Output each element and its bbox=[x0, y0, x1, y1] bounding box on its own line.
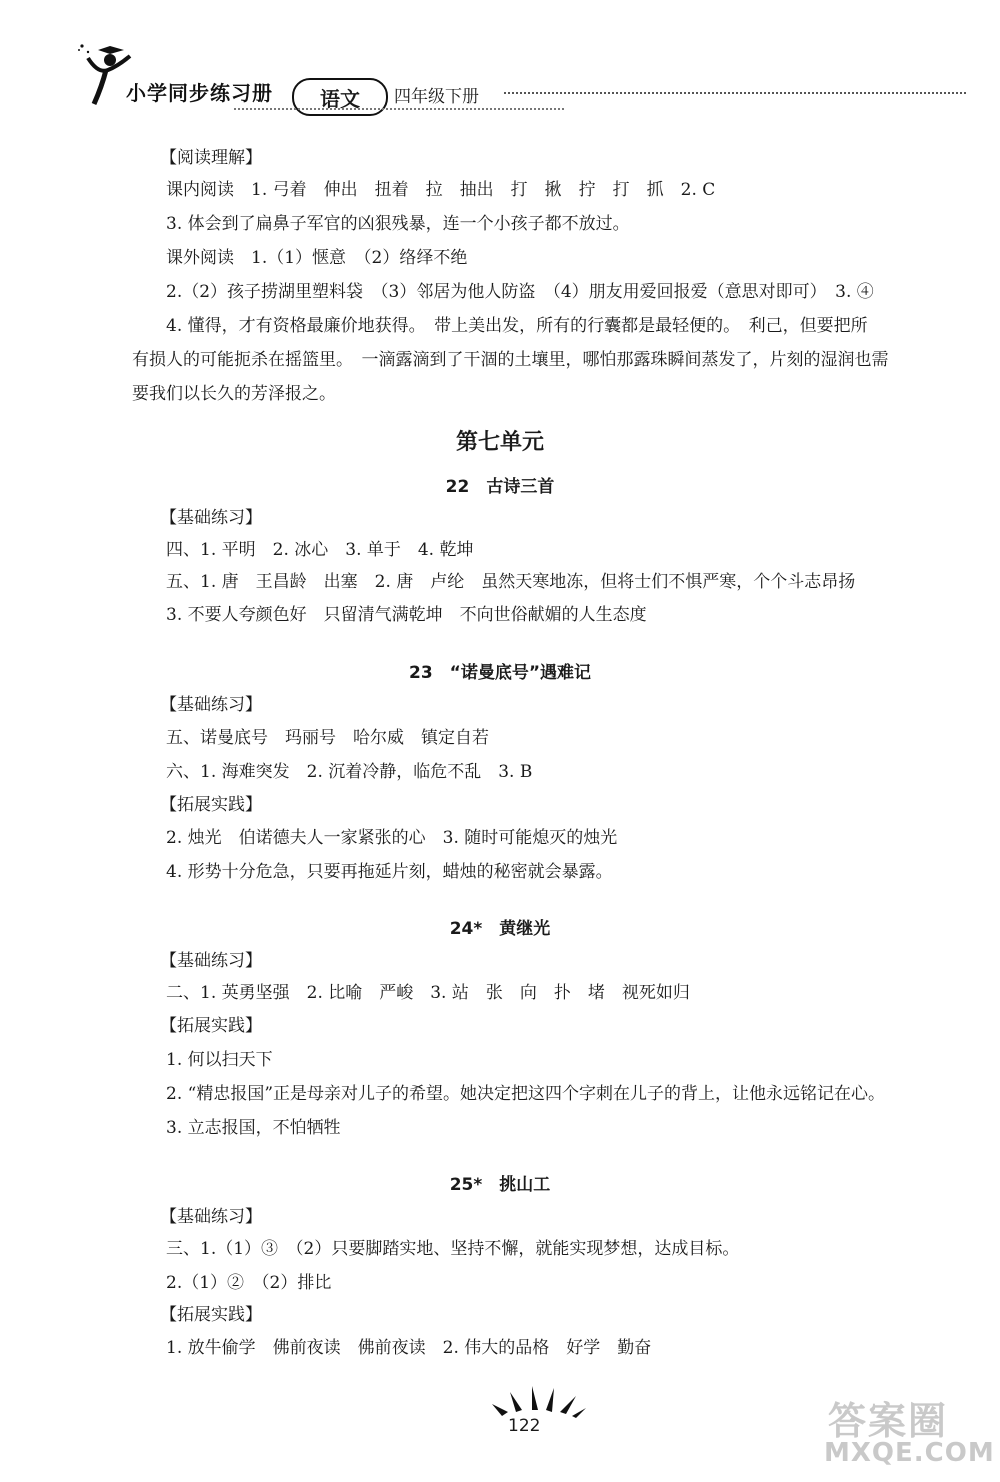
answer-line: 1. 何以扫天下 bbox=[166, 1050, 273, 1070]
lesson-title: 23 “诺曼底号”遇难记 bbox=[408, 663, 591, 683]
answer-line: 2.（1）② （2）排比 bbox=[166, 1273, 332, 1293]
answer-line: 课内阅读 1. 弓着 伸出 扭着 拉 抽出 打 揪 拧 打 抓 2. C bbox=[166, 180, 716, 200]
header-dotted-rule bbox=[504, 92, 966, 94]
answer-line: 2.（2）孩子捞湖里塑料袋 （3）邻居为他人防盗 （4）朋友用爱回报爱（意思对即可） 3. ④ bbox=[166, 282, 874, 302]
section-heading-basic: 【基础练习】 bbox=[160, 695, 262, 715]
section-heading-extension: 【拓展实践】 bbox=[160, 795, 262, 815]
answer-line: 2. “精忠报国”正是母亲对儿子的希望。她决定把这四个字刺在儿子的背上，让他永远铭记在心。 bbox=[166, 1084, 886, 1104]
answer-line: 3. 不要人夸颜色好 只留清气满乾坤 不向世俗献媚的人生态度 bbox=[166, 605, 647, 625]
grade-label: 四年级下册 bbox=[394, 87, 479, 107]
answer-line: 4. 形势十分危急，只要再拖延片刻，蜡烛的秘密就会暴露。 bbox=[166, 862, 613, 882]
answer-line: 3. 立志报国，不怕牺牲 bbox=[166, 1118, 341, 1138]
answer-line: 四、1. 平明 2. 冰心 3. 单于 4. 乾坤 bbox=[166, 540, 474, 560]
answer-line: 有损人的可能扼杀在摇篮里。 一滴露滴到了干涸的土壤里，哪怕那露珠瞬间蒸发了，片刻的湿润也需 bbox=[132, 350, 889, 370]
answer-line: 要我们以长久的芳泽报之。 bbox=[132, 384, 336, 404]
answer-line: 2. 烛光 伯诺德夫人一家紧张的心 3. 随时可能熄灭的烛光 bbox=[166, 828, 618, 848]
brand-title: 小学同步练习册 bbox=[126, 80, 273, 105]
page-number-area bbox=[488, 1380, 588, 1440]
unit-title: 第七单元 bbox=[455, 430, 544, 455]
section-heading-extension: 【拓展实践】 bbox=[160, 1305, 262, 1325]
subject-label: 语文 bbox=[320, 86, 360, 111]
answer-line: 4. 懂得，才有资格最廉价地获得。 带上美出发，所有的行囊都是最轻便的。 利己，但要把所 bbox=[166, 316, 868, 336]
section-heading-extension: 【拓展实践】 bbox=[160, 1016, 262, 1036]
watermark-domain: MXQE.COM bbox=[824, 1438, 995, 1468]
section-heading-basic: 【基础练习】 bbox=[160, 951, 262, 971]
answer-line: 1. 放牛偷学 佛前夜读 佛前夜读 2. 伟大的品格 好学 勤奋 bbox=[166, 1338, 652, 1358]
answer-line: 五、1. 唐 王昌龄 出塞 2. 唐 卢纶 虽然天寒地冻，但将士们不惧严寒，个个斗志昂扬 bbox=[166, 572, 856, 592]
lesson-title: 24* 黄继光 bbox=[449, 919, 551, 939]
section-heading-reading: 【阅读理解】 bbox=[160, 148, 262, 168]
page-header bbox=[68, 40, 968, 120]
answer-line: 三、1.（1）③ （2）只要脚踏实地、坚持不懈，就能实现梦想，达成目标。 bbox=[166, 1239, 740, 1259]
section-heading-basic: 【基础练习】 bbox=[160, 508, 262, 528]
sun-rays-icon bbox=[488, 1380, 588, 1420]
answer-line: 3. 体会到了扁鼻子军官的凶狠残暴，连一个小孩子都不放过。 bbox=[166, 214, 630, 234]
lesson-title: 25* 挑山工 bbox=[449, 1175, 551, 1195]
answer-line: 六、1. 海难突发 2. 沉着冷静，临危不乱 3. B bbox=[166, 762, 533, 782]
answer-line: 五、诺曼底号 玛丽号 哈尔威 镇定自若 bbox=[166, 728, 489, 748]
watermark-logo bbox=[818, 1390, 995, 1470]
subject-badge bbox=[292, 78, 388, 116]
answer-line: 课外阅读 1.（1）惬意 （2）络绎不绝 bbox=[166, 248, 468, 268]
header-dotted-underline bbox=[234, 108, 564, 110]
lesson-title: 22 古诗三首 bbox=[445, 477, 555, 497]
section-heading-basic: 【基础练习】 bbox=[160, 1207, 262, 1227]
answer-line: 二、1. 英勇坚强 2. 比喻 严峻 3. 站 张 向 扑 堵 视死如归 bbox=[166, 983, 690, 1003]
watermark-text: 答案圈 bbox=[828, 1399, 949, 1443]
page-number: 122 bbox=[508, 1416, 541, 1436]
